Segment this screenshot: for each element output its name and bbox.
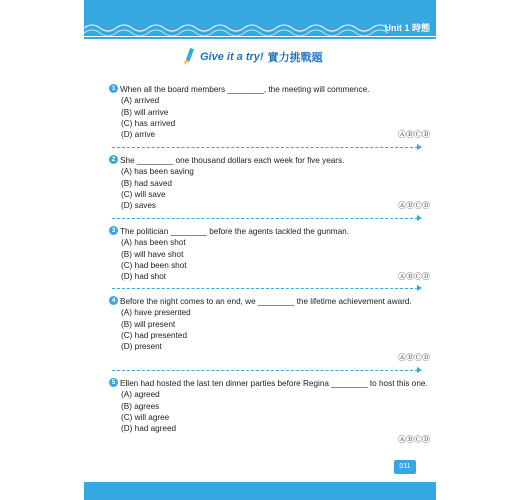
answer-circles[interactable]: ⒶⒷⒸⒹ bbox=[398, 130, 430, 139]
option-c[interactable]: (C) will save bbox=[121, 189, 166, 199]
question-separator bbox=[112, 147, 418, 148]
option-d[interactable]: (D) saves bbox=[121, 201, 157, 211]
wave-decoration bbox=[84, 20, 436, 36]
workbook-page bbox=[84, 0, 436, 500]
question-stem: When all the board members ________, the meeting will commence. bbox=[120, 85, 370, 94]
option-d[interactable]: (D) present bbox=[121, 342, 162, 352]
option-a[interactable]: (A) have presented bbox=[121, 308, 191, 318]
question-stem: Ellen had hosted the last ten dinner parties before Regina ________ to host this one. bbox=[120, 379, 428, 388]
option-a[interactable]: (A) has been shot bbox=[121, 238, 186, 248]
section-title bbox=[182, 44, 323, 70]
question-5 bbox=[111, 378, 430, 444]
option-c[interactable]: (C) will agree bbox=[121, 412, 170, 422]
option-a[interactable]: (A) agreed bbox=[121, 390, 160, 400]
question-number-badge: 4 bbox=[109, 296, 118, 305]
option-b[interactable]: (B) had saved bbox=[121, 178, 172, 188]
section-title-zh: 實力挑戰題 bbox=[267, 52, 323, 64]
header-divider bbox=[84, 37, 436, 39]
footer-band bbox=[84, 482, 436, 500]
question-stem: She ________ one thousand dollars each week for five years. bbox=[120, 156, 345, 165]
option-a[interactable]: (A) has been saving bbox=[121, 167, 194, 177]
option-b[interactable]: (B) will arrive bbox=[121, 107, 169, 117]
section-title-en: Give it a try! bbox=[200, 51, 264, 63]
question-number-badge: 5 bbox=[109, 378, 118, 387]
option-d[interactable]: (D) arrive bbox=[121, 130, 156, 140]
arrow-icon bbox=[417, 367, 422, 373]
arrow-icon bbox=[417, 144, 422, 150]
option-d[interactable]: (D) had agreed bbox=[121, 424, 177, 434]
option-b[interactable]: (B) will have shot bbox=[121, 249, 184, 259]
question-separator bbox=[112, 370, 418, 371]
option-d[interactable]: (D) had shot bbox=[121, 272, 167, 282]
question-number-badge: 3 bbox=[109, 226, 118, 235]
question-separator bbox=[112, 288, 418, 289]
option-c[interactable]: (C) had presented bbox=[121, 330, 187, 340]
arrow-icon bbox=[417, 215, 422, 221]
option-b[interactable]: (B) agrees bbox=[121, 401, 160, 411]
option-a[interactable]: (A) arrived bbox=[121, 96, 160, 106]
question-3 bbox=[111, 226, 430, 282]
question-number-badge: 2 bbox=[109, 155, 118, 164]
question-separator bbox=[112, 218, 418, 219]
question-4 bbox=[111, 296, 430, 362]
question-stem: Before the night comes to an end, we ________ the lifetime achievement award. bbox=[120, 297, 412, 306]
question-2 bbox=[111, 155, 430, 211]
question-number-badge: 1 bbox=[109, 84, 118, 93]
header-band bbox=[84, 0, 436, 36]
arrow-icon bbox=[417, 285, 422, 291]
answer-circles[interactable]: ⒶⒷⒸⒹ bbox=[398, 435, 430, 444]
question-stem: The politician ________ before the agents tackled the gunman. bbox=[120, 227, 349, 236]
option-c[interactable]: (C) had been shot bbox=[121, 260, 187, 270]
pencil-icon bbox=[182, 47, 196, 67]
option-c[interactable]: (C) has arrived bbox=[121, 118, 176, 128]
answer-circles[interactable]: ⒶⒷⒸⒹ bbox=[398, 353, 430, 362]
option-b[interactable]: (B) will present bbox=[121, 319, 176, 329]
answer-circles[interactable]: ⒶⒷⒸⒹ bbox=[398, 201, 430, 210]
question-1 bbox=[111, 84, 430, 140]
page-number: 011 bbox=[394, 460, 416, 474]
answer-circles[interactable]: ⒶⒷⒸⒹ bbox=[398, 272, 430, 281]
unit-label: Unit 1 時態 bbox=[384, 23, 430, 33]
